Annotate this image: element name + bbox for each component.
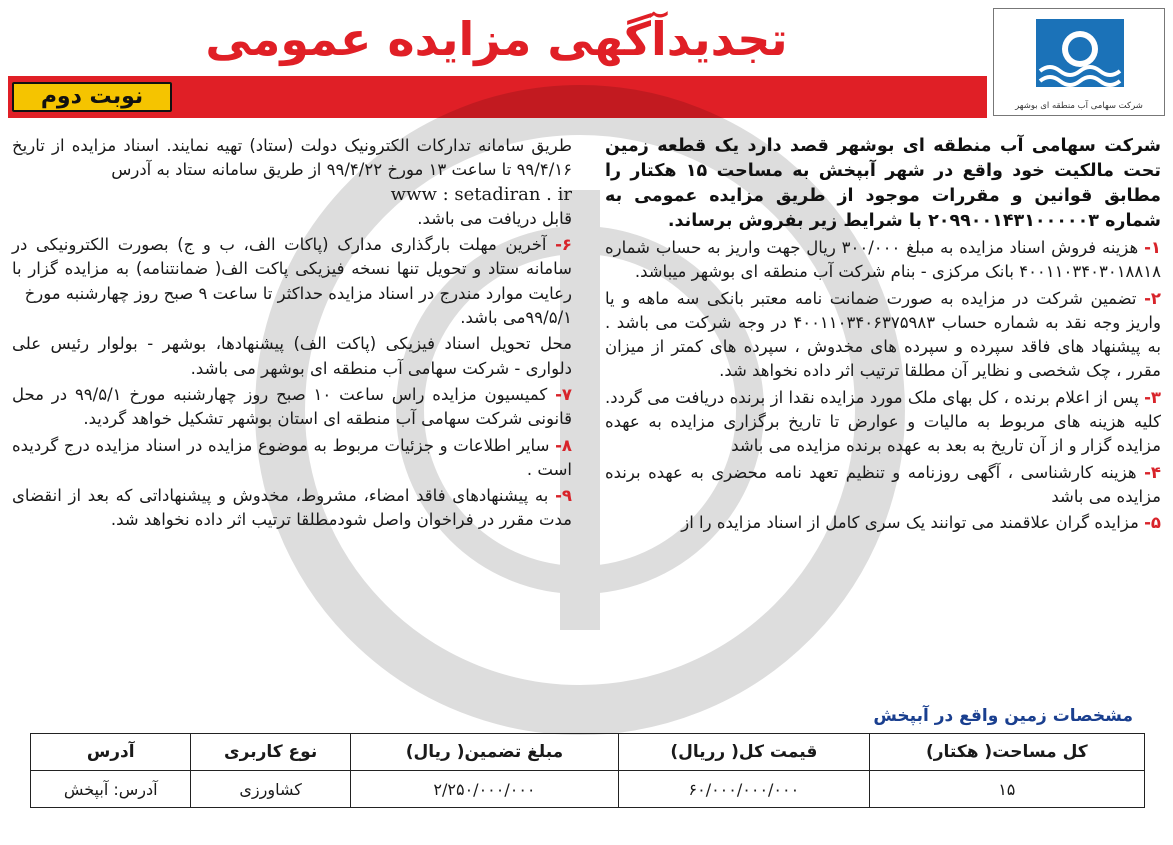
table-header-row [31, 734, 1145, 771]
condition-item-9: ۹- به پیشنهادهای فاقد امضاء، مشروط، مخدوش و پیشنهاداتی که بعد از انقضای مدت مقرر در فراخوان واصل شودمطلقا ترتیب اثر داده نخواهد شد. [12, 486, 572, 530]
header-address: آدرس [31, 734, 191, 771]
company-caption: شرکت سهامی آب منطقه ای بوشهر [1015, 101, 1143, 111]
left-column [12, 134, 572, 533]
cell-total-price: ۶۰/۰۰۰/۰۰۰/۰۰۰ [619, 771, 870, 808]
page-title: تجدیدآگهی مزایده عمومی [205, 12, 788, 66]
documents-paragraph-tail: قابل دریافت می باشد. [417, 208, 572, 228]
turn-badge-label: نوبت دوم [40, 84, 144, 109]
cell-guarantee-amount: ۲/۲۵۰/۰۰۰/۰۰۰ [350, 771, 618, 808]
condition-item-2: ۲- تضمین شرکت در مزایده به صورت ضمانت نامه معتبر بانکی سه ماهه و یا واریز وجه نقد به شماره حساب ۴۰۰۱۱۰۳۴۰۶۳۷۵۹۸۳ در وجه شرکت می باشد . به پیشنهاد های فاقد سپرده و سپرده های مخدوش ، سپرده های کمتر از میزان مقرر ، چک شخصی و نظایر آن مطلقا ترتیب اثر داده نخواهد شد. [605, 288, 1161, 381]
header [0, 0, 1173, 120]
company-logo [993, 8, 1165, 116]
condition-item-5: ۵- مزایده گران علاقمند می توانند یک سری کامل از اسناد مزایده را از [681, 513, 1161, 533]
cell-total-area: ۱۵ [869, 771, 1144, 808]
condition-item-1: ۱- هزینه فروش اسناد مزایده به مبلغ ۳۰۰/۰۰۰ ریال جهت واریز به حساب شماره ۴۰۰۱۱۰۳۴۰۳۰۱۸۸۱۸ بانک مرکزی - بنام شرکت آب منطقه ای بوشهر میباشد. [605, 238, 1161, 282]
header-land-use: نوع کاربری [191, 734, 350, 771]
condition-item-6-tail: ۹۹/۵/۱می باشد. [460, 308, 572, 328]
land-specs-table [30, 733, 1145, 808]
delivery-paragraph: محل تحویل اسناد فیزیکی (پاکت الف) پیشنهادها، بوشهر - بولوار رئیس علی دلواری - شرکت سهامی آب منطقه ای بوشهر می باشد. [12, 334, 572, 378]
specs-title: مشخصات زمین واقع در آبپخش [873, 706, 1133, 726]
cell-land-use: کشاورزی [191, 771, 350, 808]
documents-paragraph: طریق سامانه تدارکات الکترونیک دولت (ستاد) تهیه نمایند. اسناد مزایده از تاریخ ۹۹/۴/۱۶ تا ساعت ۱۳ مورخ ۹۹/۴/۲۲ از طریق سامانه ستاد به آدرس [12, 136, 572, 180]
right-column [605, 134, 1161, 536]
table-row [31, 771, 1145, 808]
condition-item-7: ۷- کمیسیون مزایده راس ساعت ۱۰ صبح روز چهارشنبه مورخ ۹۹/۵/۱ در محل قانونی شرکت سهامی آب منطقه ای استان بوشهر تشکیل خواهد گردید. [12, 384, 572, 429]
header-guarantee-amount: مبلغ تضمین( ریال) [350, 734, 618, 771]
condition-item-8: ۸- سایر اطلاعات و جزئیات مربوط به موضوع مزایده در اسناد مزایده درج گردیده است . [12, 435, 572, 479]
setadiran-url[interactable]: www : setadiran . ir [390, 183, 572, 205]
header-total-price: قیمت کل( رریال) [619, 734, 870, 771]
condition-item-6: ۶- آخرین مهلت بارگذاری مدارک (پاکات الف، ب و ج) بصورت الکترونیکی در سامانه ستاد و تحویل تنها نسخه فیزیکی پاکت الف( ضمانتنامه) به مزایده گزار با رعایت موارد مندرج در اسناد مزایده حداکثر تا ساعت ۹ صبح روز چهارشنبه مورخ [12, 235, 572, 303]
turn-badge [12, 82, 172, 112]
condition-item-3: ۳- پس از اعلام برنده ، کل بهای ملک مورد مزایده نقدا از برنده دریافت می گردد. کلیه هزینه های مربوط به مالیات و عوارض تا تاریخ برگزاری مزایده به عهده مزایده گزار و از آن تاریخ به بعد به عهده برنده مزایده می باشد [605, 387, 1161, 456]
intro-paragraph: شرکت سهامی آب منطقه ای بوشهر قصد دارد یک قطعه زمین تحت مالکیت خود واقع در شهر آبپخش به مساحت ۱۵ هکتار را مطابق قوانین و مقررات موجود از طریق مزایده عمومی به شماره ۲۰۹۹۰۰۱۴۳۱۰۰۰۰۰۳ با شرایط زیر بفروش برساند. [605, 136, 1161, 231]
water-company-logo-icon [994, 9, 1166, 99]
condition-item-4: ۴- هزینه کارشناسی ، آگهی روزنامه و تنظیم تعهد نامه محضری به عهده برنده مزایده می باشد [605, 462, 1161, 506]
header-total-area: کل مساحت( هکتار) [869, 734, 1144, 771]
cell-address: آدرس: آبپخش [31, 771, 191, 808]
